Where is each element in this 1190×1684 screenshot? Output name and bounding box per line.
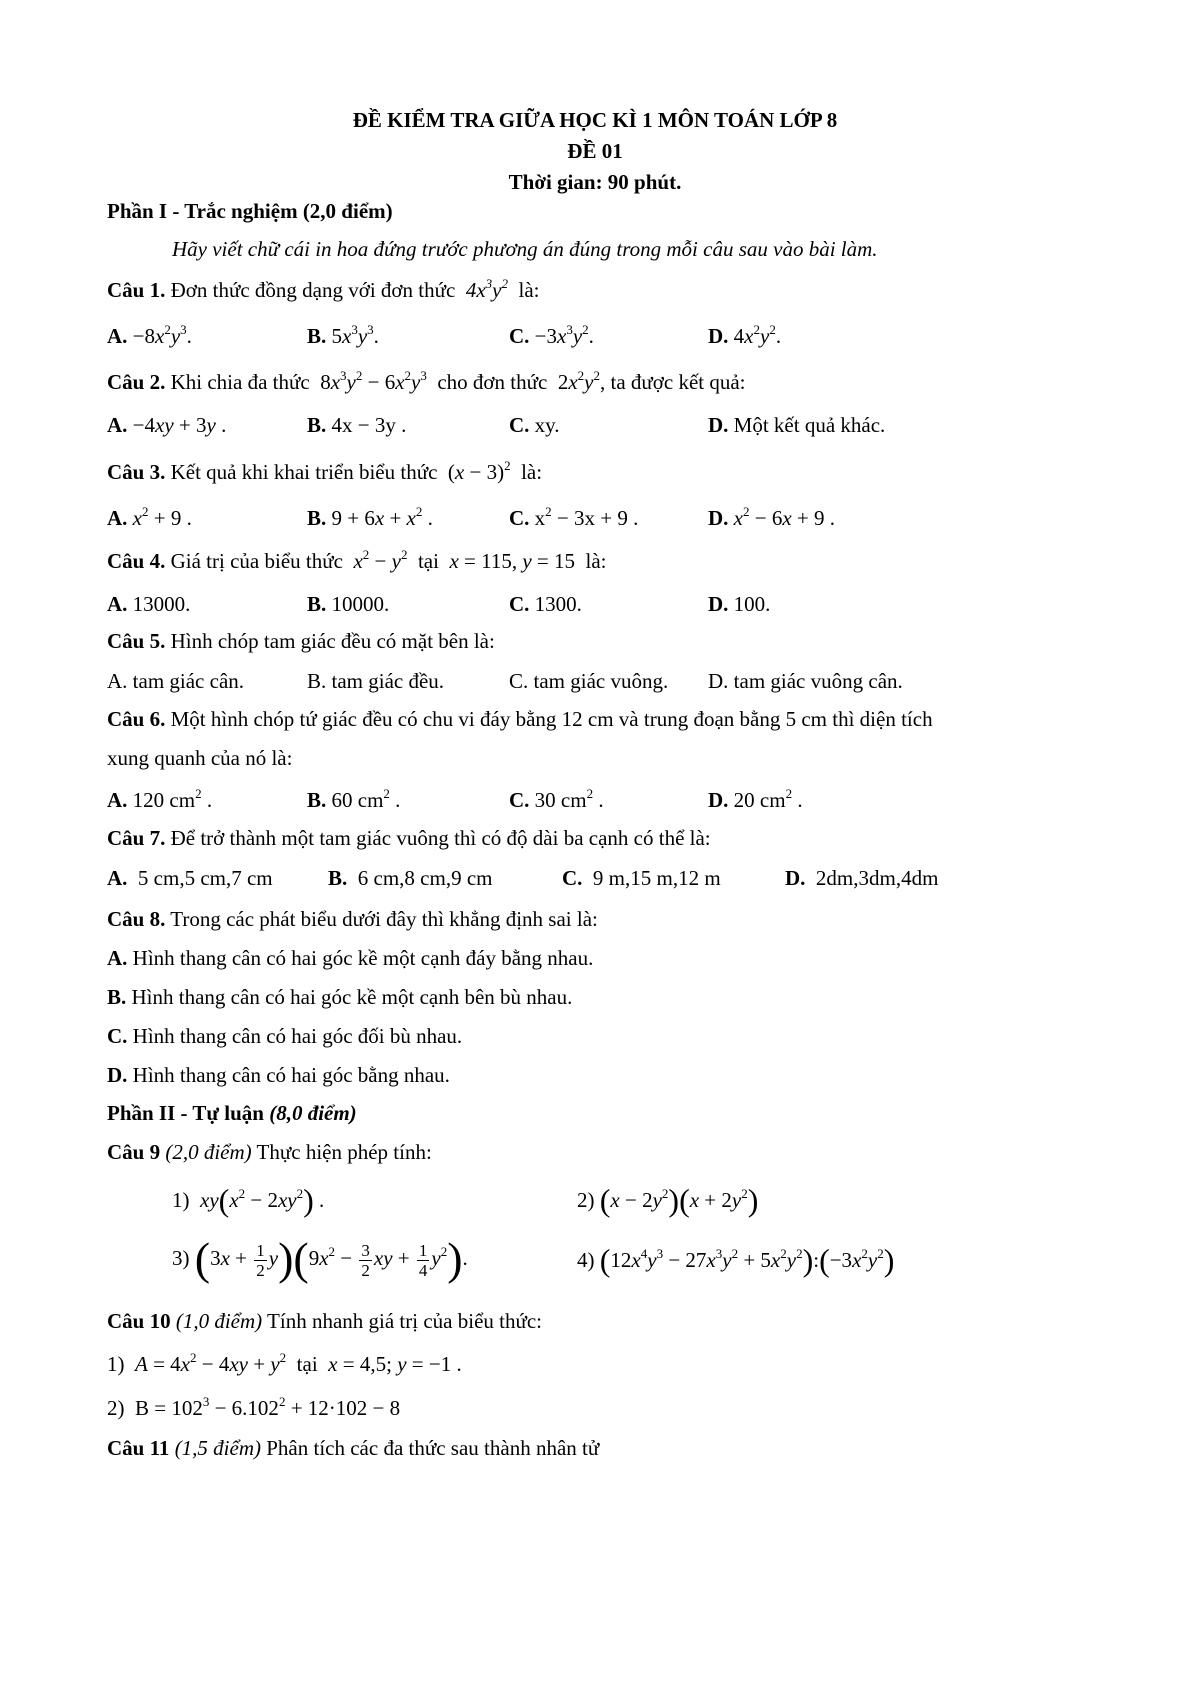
q6-option-c: C. 30 $cm^2$ . (509, 786, 604, 812)
q2-option-c: C. xy. (509, 413, 560, 437)
q4-option-b: B. 10000. (307, 592, 390, 616)
q9-item-4: 4) ($12x^4y^3 - 27x^3y^2$ + $5x^2y^2):(-3x^2y^2)$ (577, 1242, 895, 1278)
q10-item-1: 1) $A = 4x^2 - 4xy + y^2$ tại x = 4,5; y = −1 . (107, 1350, 462, 1376)
question-10: Câu 10 (1,0 điểm) Tính nhanh giá trị của biểu thức: (107, 1309, 543, 1333)
q1-option-c: C. $-3x^3y^2$. (509, 322, 594, 348)
q7-option-c: C. 9 m,15 m,12 m (562, 866, 721, 890)
q6-option-a: A. 120 $cm^2$ . (107, 786, 213, 812)
q3-option-c: C. $x^2 - 3x + 9$ . (509, 504, 639, 530)
exam-time: Thời gian: 90 phút. (508, 170, 682, 194)
question-4: Câu 4. Giá trị của biểu thức $x^2 - y^2$ tại x = 115, y = 15 là: (107, 547, 607, 573)
q4-option-d: D. 100. (708, 592, 771, 616)
q5-option-b: B. tam giác đều. (307, 669, 445, 693)
q5-option-d: D. tam giác vuông cân. (708, 669, 903, 693)
question-3: Câu 3. Kết quả khi khai triển biểu thức $(x - 3)^2$ là: (107, 458, 543, 484)
q6-option-b: B. 60 $cm^2$ . (307, 786, 401, 812)
question-7: Câu 7. Để trở thành một tam giác vuông thì có độ dài ba cạnh có thể là: (107, 826, 711, 850)
q9-item-3: 3) (3x + $\frac{1}{2}$ $y)(9x^2$ − $\frac{3}{2}$ xy + $\frac{1}{4}$ $y^2$). (172, 1233, 468, 1284)
question-1: Câu 1. Đơn thức đồng dạng với đơn thức $4x^3y^2$ là: (107, 276, 540, 302)
q7-option-d: D. 2dm,3dm,4dm (785, 866, 939, 890)
part1-heading: Phần I - Trắc nghiệm (2,0 điểm) (107, 199, 393, 223)
exam-code: ĐỀ 01 (567, 139, 623, 163)
q5-option-c: C. tam giác vuông. (509, 669, 669, 693)
q3-option-b: B. $9 + 6x + x^2$ . (307, 504, 433, 530)
question-6-cont: xung quanh của nó là: (107, 746, 293, 770)
question-8: Câu 8. Trong các phát biểu dưới đây thì khẳng định sai là: (107, 907, 598, 931)
q4-option-c: C. 1300. (509, 592, 582, 616)
q3-option-a: A. $x^2 + 9$ . (107, 504, 192, 530)
question-2: Câu 2. Khi chia đa thức $8x^3y^2 - 6x^2y^3$ cho đơn thức $2x^2y^2$, ta được kết quả: (107, 368, 746, 394)
page-title: ĐỀ KIỂM TRA GIỮA HỌC KÌ 1 MÔN TOÁN LỚP 8 (352, 108, 838, 132)
q9-item-2: 2) $(x - 2y^2)(x + 2y^2)$ (577, 1182, 759, 1218)
q3-option-d: D. $x^2 - 6x + 9$ . (708, 504, 836, 530)
q1-option-a: A. $-8x^2y^3$. (107, 322, 192, 348)
q2-option-a: A. −4xy + 3y . (107, 413, 227, 437)
q1-option-b: B. $5x^3y^3$. (307, 322, 379, 348)
q2-option-b: B. 4x − 3y . (307, 413, 407, 437)
q8-option-a: A. Hình thang cân có hai góc kề một cạnh đáy bằng nhau. (107, 946, 594, 970)
q10-item-2: 2) $B = 102^3 - 6.102^2 + 12\cdot 102 - 8$ (107, 1394, 401, 1420)
part2-heading: Phần II - Tự luận (8,0 điểm) (107, 1101, 357, 1125)
q7-option-b: B. 6 cm,8 cm,9 cm (328, 866, 493, 890)
question-6: Câu 6. Một hình chóp tứ giác đều có chu vi đáy bằng 12 cm và trung đoạn bằng 5 cm thì diện tích (107, 707, 933, 731)
q7-option-a: A. 5 cm,5 cm,7 cm (107, 866, 273, 890)
question-9: Câu 9 (2,0 điểm) Thực hiện phép tính: (107, 1140, 432, 1164)
part1-instruction: Hãy viết chữ cái in hoa đứng trước phương án đúng trong mỗi câu sau vào bài làm. (172, 237, 878, 261)
q9-item-1: 1) $xy(x^2 - 2xy^2)$ . (172, 1182, 325, 1218)
question-5: Câu 5. Hình chóp tam giác đều có mặt bên là: (107, 629, 495, 653)
question-11: Câu 11 (1,5 điểm) Phân tích các đa thức sau thành nhân tử (107, 1436, 600, 1460)
q8-option-c: C. Hình thang cân có hai góc đối bù nhau. (107, 1024, 463, 1048)
q1-option-d: D. $4x^2y^2$. (708, 322, 782, 348)
q5-option-a: A. tam giác cân. (107, 669, 245, 693)
q8-option-d: D. Hình thang cân có hai góc bằng nhau. (107, 1063, 450, 1087)
q8-option-b: B. Hình thang cân có hai góc kề một cạnh bên bù nhau. (107, 985, 573, 1009)
q2-option-d: D. Một kết quả khác. (708, 413, 886, 437)
q4-option-a: A. 13000. (107, 592, 191, 616)
q6-option-d: D. 20 $cm^2$ . (708, 786, 803, 812)
